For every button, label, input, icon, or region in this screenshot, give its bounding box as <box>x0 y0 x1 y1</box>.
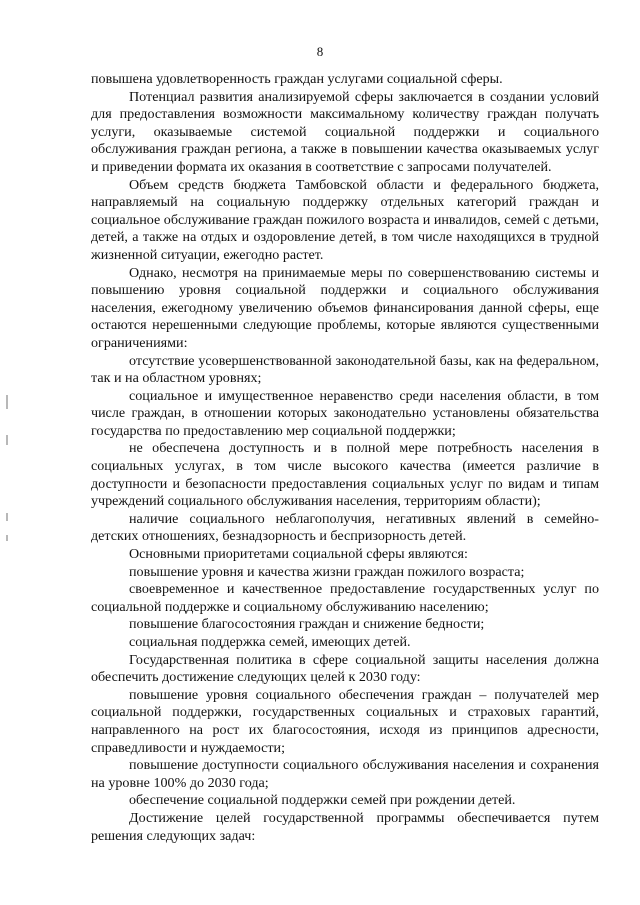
paragraph-7: не обеспечена доступность и в полной мере потребность населения в социальных услугах, в том числе высокого качества (имеется различие в доступности и безопасности предоставления социальных услуг по видам и типам учреждений социального обслуживания населения, территориям области); <box>91 440 599 510</box>
document-body <box>91 71 599 845</box>
paragraph-1: повышена удовлетворенность граждан услугами социальной сферы. <box>91 71 503 87</box>
paragraph-12: повышение благосостояния граждан и снижение бедности; <box>129 616 485 633</box>
paragraph-14: Государственная политика в сфере социальной защиты населения должна обеспечить достижение следующих целей к 2030 году: <box>91 651 599 686</box>
scan-margin-marks <box>6 395 10 545</box>
paragraph-2: Потенциал развития анализируемой сферы заключается в создании условий для предоставления возможности максимальному количеству граждан получать услуги, оказываемые системой социальной поддержки и социального обслуживания граждан региона, а также в повышении качества оказываемых услуг и приведении формата их оказания в соответствие с запросами получателей. <box>91 88 599 175</box>
paragraph-9: Основными приоритетами социальной сферы являются: <box>129 546 468 563</box>
paragraph-11: своевременное и качественное предоставление государственных услуг по социальной поддержке и социальному обслуживанию населению; <box>91 581 599 615</box>
paragraph-8: наличие социального неблагополучия, негативных явлений в семейно-детских отношениях, безнадзорность и беспризорность детей. <box>91 510 599 545</box>
paragraph-15: повышение уровня социального обеспечения граждан – получателей мер социальной поддержки, государственных социальных и страховых гарантий, направленного на рост их благосостояния, исходя из принципов адресности, справедливости и нуждаемости; <box>91 686 599 756</box>
paragraph-10: повышение уровня и качества жизни граждан пожилого возраста; <box>129 563 525 580</box>
paragraph-16: повышение доступности социального обслуживания населения и сохранения на уровне 100% до 2030 года; <box>91 757 599 791</box>
paragraph-18: Достижение целей государственной программы обеспечивается путем решения следующих задач: <box>91 809 599 844</box>
paragraph-17: обеспечение социальной поддержки семей при рождении детей. <box>129 792 516 809</box>
paragraph-4: Однако, несмотря на принимаемые меры по совершенствованию системы и повышению уровня социальной поддержки и социального обслуживания населения, ежегодному увеличению объемов финансирования данной сферы, еще остаются нерешенными следующие проблемы, которые являются существенными ограничениями: <box>91 264 599 351</box>
paragraph-6: социальное и имущественное неравенство среди населения области, в том числе граждан, в отношении которых законодательно установлены обязательства государства по предоставлению мер социальной поддержки; <box>91 387 599 439</box>
page-number: 8 <box>316 44 324 59</box>
paragraph-13: социальная поддержка семей, имеющих детей. <box>129 634 411 650</box>
paragraph-3: Объем средств бюджета Тамбовской области и федерального бюджета, направляемый на социальную поддержку отдельных категорий граждан и социальное обслуживание граждан пожилого возраста и инвалидов, семей с детьми, детей, а также на отдых и оздоровление детей, в том числе находящихся в трудной жизненной ситуации, ежегодно растет. <box>91 176 599 263</box>
paragraph-5: отсутствие усовершенствованной законодательной базы, как на федеральном, так и на областном уровнях; <box>91 352 599 387</box>
